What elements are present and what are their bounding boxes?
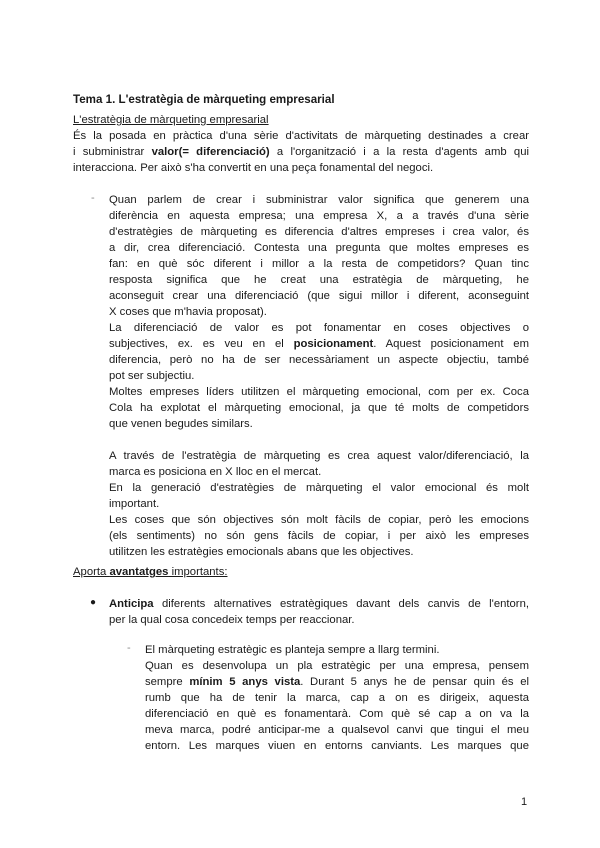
dash-marker: - bbox=[91, 192, 95, 204]
page-number: 1 bbox=[521, 796, 528, 808]
text-line: entorn. Les marques viuen en entorns canviants. Les marques que bbox=[145, 740, 529, 752]
intro-line: És la posada en pràctica d'una sèrie d'activitats de màrqueting destinades a crear bbox=[73, 130, 529, 142]
text-line: Cola ha explotat el màrqueting emocional, ja que té molts de competidors bbox=[109, 402, 529, 414]
text-line: fan: en què sóc diferent i millor a la resta de competidors? Quan tinc bbox=[109, 258, 529, 270]
bold-term: posicionament bbox=[293, 338, 374, 350]
text-line: d'estratègies de màrqueting es diferencia d'altres empreses i crea valor, és bbox=[109, 226, 529, 238]
text-line: diferencia, però no ha de ser necessàriament un aspecte objectiu, també bbox=[109, 354, 529, 366]
text-line: sempre mínim 5 anys vista. Durant 5 anys he de pensar quin és el bbox=[145, 676, 529, 688]
text-line: subjectives, ex. es veu en el posicionament. Aquest posicionament em bbox=[109, 338, 529, 350]
bold-term: valor(= diferenciació) bbox=[151, 146, 270, 158]
advantages-heading: Aporta avantatges importants: bbox=[73, 566, 228, 578]
text-line: rumb que ha de tenir la marca, cap a on es dirigeix, aquesta bbox=[145, 692, 529, 704]
section-1 bbox=[109, 192, 529, 560]
text-line: diferència en aquesta empresa; una empresa X, a a través d'una sèrie bbox=[109, 210, 529, 222]
text-line: Anticipa diferents alternatives estratègiques davant dels canvis de l'entorn, bbox=[109, 598, 529, 610]
text-line: que venen begudes similars. bbox=[109, 418, 253, 430]
dash-marker: - bbox=[127, 642, 131, 654]
text-line: Les coses que són objectives són molt fàcils de copiar, però les emocions bbox=[109, 514, 529, 526]
text-line: En la generació d'estratègies de màrqueting el valor emocional és molt bbox=[109, 482, 529, 494]
bullet-anticipa bbox=[109, 596, 529, 628]
text-line: per la qual cosa concedeix temps per reaccionar. bbox=[109, 614, 355, 626]
text-line: resposta significa que he creat una estratègia de màrqueting, he bbox=[109, 274, 529, 286]
text-line: El màrqueting estratègic es planteja sempre a llarg termini. bbox=[145, 644, 440, 656]
text-line: a dir, crea diferenciació. Contesta una pregunta que moltes empreses es bbox=[109, 242, 529, 254]
bold-term: mínim 5 anys vista bbox=[189, 676, 301, 688]
bold-term: Anticipa bbox=[109, 598, 154, 610]
sub-section bbox=[145, 642, 529, 754]
text-line: aconseguit crear una diferenciació (que sigui millor i diferent, aconseguint bbox=[109, 290, 529, 302]
text-line: utilitzen les estratègies emocionals abans que les objectives. bbox=[109, 546, 414, 558]
text-line: important. bbox=[109, 498, 160, 510]
intro-block bbox=[73, 112, 529, 176]
intro-line: interacciona. Per això s'ha convertit en una peça fonamental del negoci. bbox=[73, 162, 434, 174]
text-line: Quan es desenvolupa un pla estratègic per una empresa, pensem bbox=[145, 660, 529, 672]
bold-term: avantatges bbox=[109, 566, 169, 578]
page-title: Tema 1. L'estratègia de màrqueting empresarial bbox=[73, 93, 335, 106]
text-line: pot ser subjectiu. bbox=[109, 370, 195, 382]
text-line: diferenciació en què es fonamentarà. Com què sé cap a on va la bbox=[145, 708, 529, 720]
text-line: A través de l'estratègia de màrqueting es crea aquest valor/diferenciació, la bbox=[109, 450, 529, 462]
subtitle: L'estratègia de màrqueting empresarial bbox=[73, 114, 269, 126]
text-line: Quan parlem de crear i subministrar valor significa que generem una bbox=[109, 194, 529, 206]
text-line: meva marca, podré anticipar-me a qualsevol canvi que tingui el meu bbox=[145, 724, 529, 736]
bullet-marker: ● bbox=[90, 597, 97, 608]
text-line: (els sentiments) no són gens fàcils de copiar, i per això les empreses bbox=[109, 530, 529, 542]
intro-line: i subministrar valor(= diferenciació) a l'organització i a la resta d'agents amb qui bbox=[73, 146, 529, 158]
text-line: Moltes empreses líders utilitzen el màrqueting emocional, com per ex. Coca bbox=[109, 386, 529, 398]
text-line: X coses que m'havia proposat). bbox=[109, 306, 267, 318]
text-line: marca es posiciona en X lloc en el mercat. bbox=[109, 466, 322, 478]
text-line: La diferenciació de valor es pot fonamentar en coses objectives o bbox=[109, 322, 529, 334]
